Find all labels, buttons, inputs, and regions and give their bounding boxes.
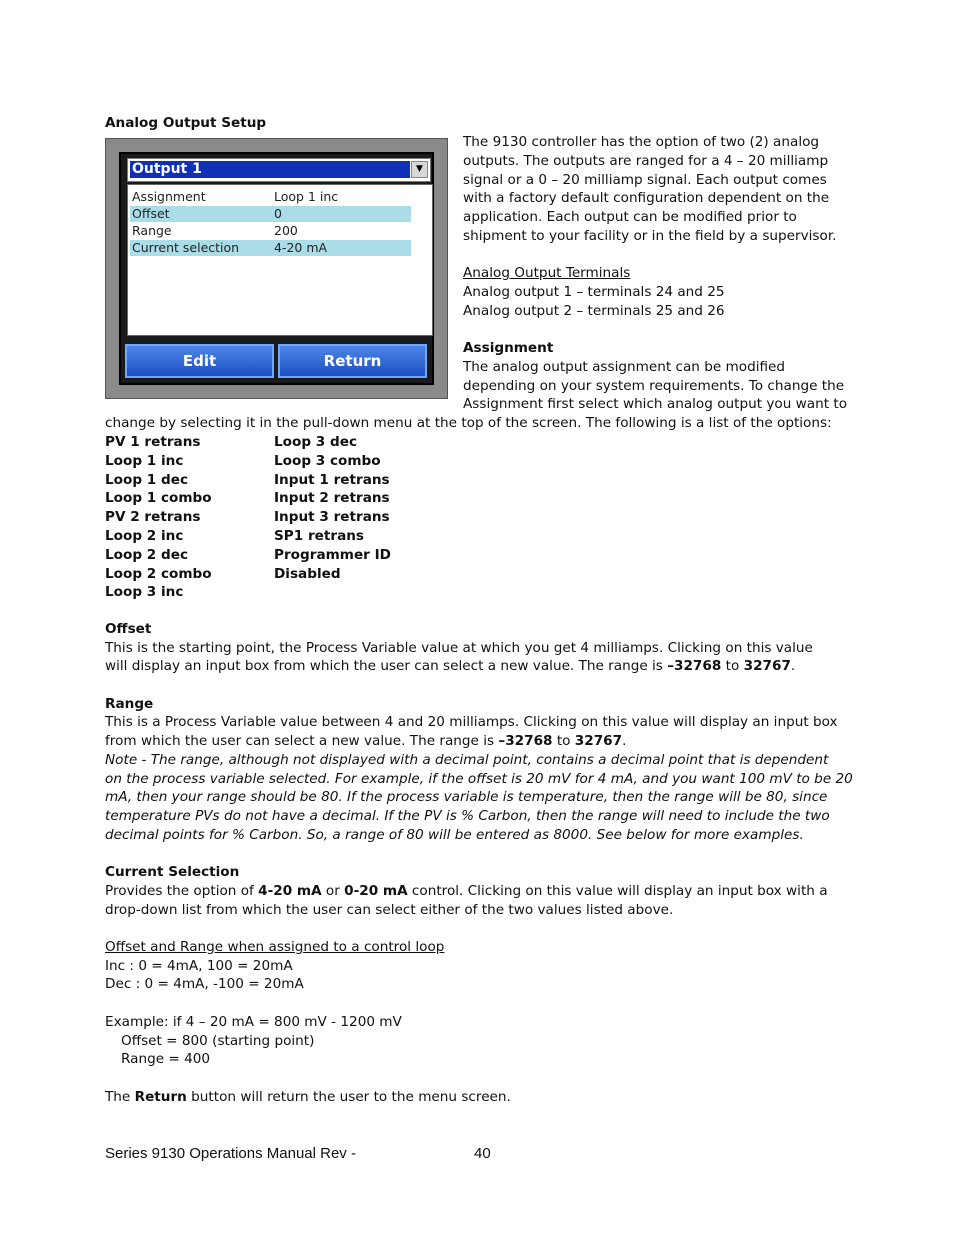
list-item[interactable] [130, 223, 411, 239]
text-line: outputs. The outputs are ranged for a 4 – 20 milliamp [463, 152, 829, 169]
offset-title: Offset [105, 621, 152, 637]
row-key: Range [132, 223, 172, 238]
text-line: Analog output 1 – terminals 24 and 25 [463, 283, 725, 300]
option-item: Input 2 retrans [274, 490, 390, 507]
text-segment: to [721, 658, 744, 674]
offset-range-line [105, 657, 795, 675]
option-item: Input 1 retrans [274, 471, 390, 488]
text-line: Dec : 0 = 4mA, -100 = 20mA [105, 976, 304, 992]
text-line: Analog output 2 – terminals 25 and 26 [463, 302, 725, 319]
note-line: mA, then your range should be 80. If the process variable is temperature, then the range will be 80, since [105, 789, 828, 805]
assignment-section [463, 339, 863, 414]
footer-title: Series 9130 Operations Manual Rev - [105, 1145, 356, 1162]
row-key: Offset [132, 206, 170, 221]
note-line: on the process variable selected. For example, if the offset is 20 mV for 4 mA, and you want 100 mV to be 20 [105, 771, 853, 787]
range-range-line [105, 732, 626, 750]
text-line: Example: if 4 – 20 mA = 800 mV - 1200 mV [105, 1014, 402, 1030]
range-min: –32768 [498, 733, 553, 749]
current-title: Current Selection [105, 864, 240, 880]
text-segment: . [790, 658, 796, 674]
text-line: This is the starting point, the Process Variable value at which you get 4 milliamps. Clicking on this value [105, 640, 813, 656]
option-item: Loop 3 combo [274, 452, 381, 469]
range-max: 32767 [574, 733, 623, 749]
option-item: Loop 2 combo [105, 565, 212, 582]
row-value: Loop 1 inc [274, 189, 339, 204]
text-segment: The [105, 1089, 135, 1105]
settings-list [127, 184, 433, 336]
terminals-section [463, 264, 863, 320]
option-item: Loop 2 dec [105, 546, 189, 563]
option-item: SP1 retrans [274, 527, 365, 544]
text-segment: will display an input box from which the user can select a new value. The range is [105, 658, 668, 674]
note-line: decimal points for % Carbon. So, a range of 80 will be entered as 8000. See below for more examples. [105, 827, 804, 843]
range-max: 32767 [743, 658, 791, 674]
option-item: Disabled [274, 565, 341, 582]
text-line: change by selecting it in the pull-down menu at the top of the screen. The following is a list of the options: [105, 415, 832, 431]
option-item: Loop 1 combo [105, 490, 212, 507]
text-line: Offset = 800 (starting point) [121, 1033, 315, 1049]
option-item: Loop 3 inc [105, 584, 184, 601]
assignment-title: Assignment [463, 340, 554, 356]
return-note [105, 1088, 511, 1106]
text-line: This is a Process Variable value between 4 and 20 milliamps. Clicking on this value will display an input box [105, 714, 838, 730]
option-item: Loop 3 dec [274, 434, 358, 450]
option-item: PV 1 retrans [105, 434, 201, 450]
options-column-2 [274, 433, 391, 583]
option-item: Input 3 retrans [274, 509, 390, 526]
range-title: Range [105, 696, 154, 712]
text-line: depending on your system requirements. To change the [463, 377, 845, 394]
option-item: Programmer ID [274, 546, 391, 563]
text-segment: or [321, 883, 345, 899]
text-line: drop-down list from which the user can select either of the two values listed above. [105, 902, 674, 918]
loop-title: Offset and Range when assigned to a control loop [105, 939, 445, 955]
option-item: PV 2 retrans [105, 509, 201, 526]
list-item[interactable] [130, 189, 411, 205]
option-item: Loop 1 dec [105, 471, 189, 488]
list-item[interactable] [130, 206, 411, 222]
note-line: Note - The range, although not displayed with a decimal point, contains a decimal point that is dependent [105, 752, 829, 768]
option-item: Loop 2 inc [105, 527, 184, 544]
output-select[interactable] [127, 158, 431, 182]
text-line: signal or a 0 – 20 milliamp signal. Each output comes [463, 171, 827, 188]
output-select-value: Output 1 [130, 161, 410, 178]
return-word: Return [134, 1089, 187, 1105]
text-line: Range = 400 [121, 1051, 211, 1067]
list-item[interactable] [130, 240, 411, 256]
row-value: 4-20 mA [274, 240, 328, 255]
text-segment: Provides the option of [105, 883, 259, 899]
text-segment: from which the user can select a new value. The range is [105, 733, 499, 749]
device-screenshot [105, 138, 448, 399]
text-line: The analog output assignment can be modified [463, 358, 786, 375]
chevron-down-icon[interactable]: ▼ [411, 161, 428, 178]
edit-button[interactable]: Edit [125, 344, 274, 378]
text-segment: button will return the user to the menu screen. [186, 1089, 511, 1105]
options-column-1 [105, 433, 212, 602]
row-value: 200 [274, 223, 298, 238]
range-min: –32768 [667, 658, 722, 674]
option-item: Loop 1 inc [105, 452, 184, 469]
option-4-20: 4-20 mA [258, 883, 322, 899]
row-key: Assignment [132, 189, 206, 204]
text-segment: to [552, 733, 575, 749]
terminals-title: Analog Output Terminals [463, 265, 631, 281]
row-key: Current selection [132, 240, 240, 255]
text-line: application. Each output can be modified prior to [463, 209, 797, 226]
text-segment: . [622, 733, 627, 749]
note-line: temperature PVs do not have a decimal. If the PV is % Carbon, then the range will need to include the two [105, 808, 830, 824]
option-0-20: 0-20 mA [344, 883, 408, 899]
current-line [105, 882, 828, 900]
section-heading: Analog Output Setup [105, 115, 267, 131]
text-line: Assignment first select which analog output you want to [463, 396, 848, 413]
text-line: The 9130 controller has the option of two (2) analog [463, 134, 820, 150]
row-value: 0 [274, 206, 282, 221]
text-line: shipment to your facility or in the field by a supervisor. [463, 227, 837, 244]
intro-paragraph [463, 133, 863, 246]
page-number: 40 [474, 1145, 491, 1162]
text-line: with a factory default configuration dependent on the [463, 190, 830, 207]
return-button[interactable]: Return [278, 344, 427, 378]
device-screen [119, 152, 434, 385]
text-segment: control. Clicking on this value will display an input box with a [407, 883, 828, 899]
text-line: Inc : 0 = 4mA, 100 = 20mA [105, 958, 293, 974]
